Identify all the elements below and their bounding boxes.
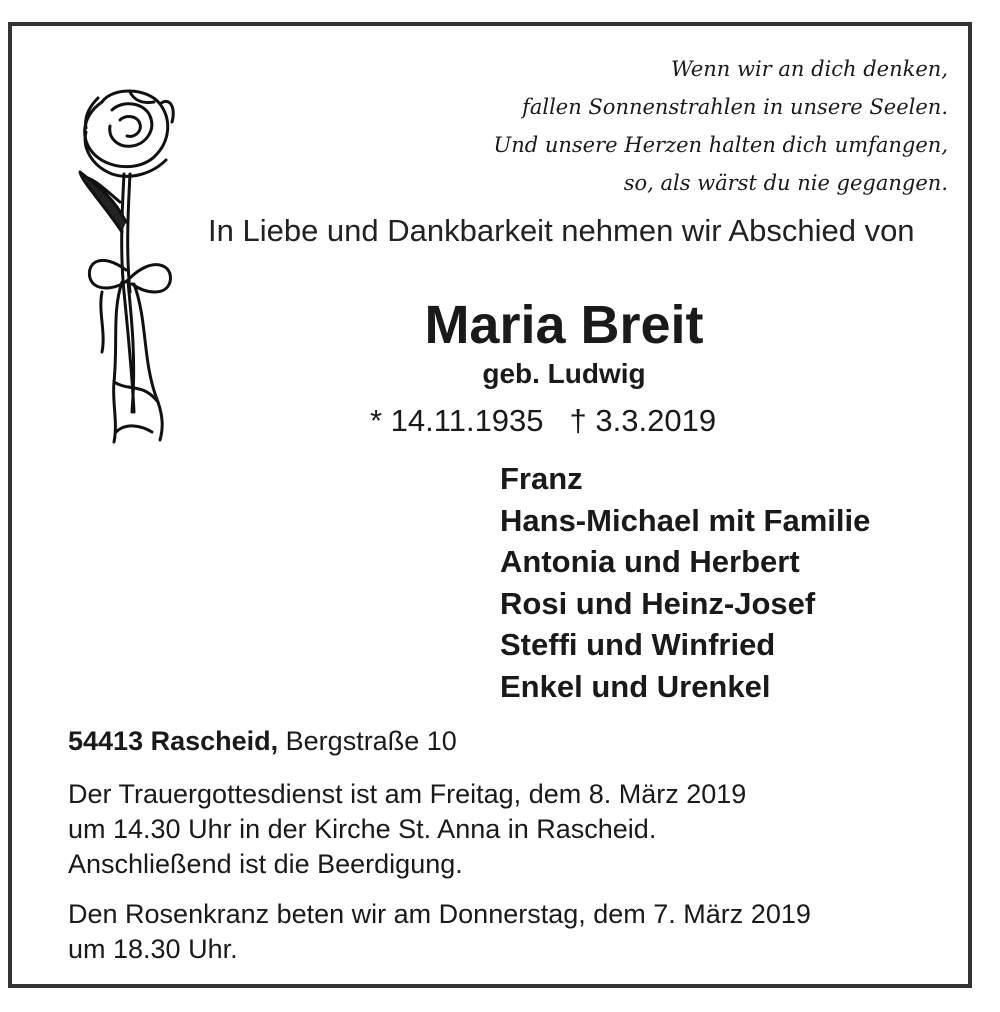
address-street: Bergstraße 10 [285, 726, 457, 756]
life-dates [370, 401, 716, 441]
mourner: Steffi und Winfried [500, 627, 776, 662]
service-line: um 14.30 Uhr in der Kirche St. Anna in Rascheid. [68, 814, 657, 844]
mourners-list [500, 458, 870, 707]
birth-date: * 14.11.1935 [370, 403, 544, 438]
mourner: Rosi und Heinz-Josef [500, 585, 816, 621]
poem-line: Und unsere Herzen halten dich umfangen, [493, 133, 948, 157]
poem [494, 50, 948, 202]
mourner: Enkel und Urenkel [500, 668, 771, 704]
address-place: 54413 Rascheid, [68, 726, 279, 756]
poem-line: fallen Sonnenstrahlen in unsere Seelen. [522, 95, 948, 119]
service-line: Der Trauergottesdienst ist am Freitag, dem 8. März 2019 [68, 779, 747, 809]
address [68, 723, 457, 759]
rose-icon [72, 82, 182, 462]
mourner: Franz [500, 461, 583, 496]
mourner: Hans-Michael mit Familie [500, 502, 871, 538]
mourner: Antonia und Herbert [500, 544, 800, 579]
poem-line: so, als wärst du nie gegangen. [623, 171, 948, 195]
service-info [68, 777, 746, 882]
service-line: Anschließend ist die Beerdigung. [68, 849, 463, 879]
poem-line: Wenn wir an dich denken, [670, 57, 948, 81]
rosary-line: um 18.30 Uhr. [68, 934, 238, 964]
maiden-name: geb. Ludwig [482, 358, 646, 389]
intro-text: In Liebe und Dankbarkeit nehmen wir Abschied von [208, 213, 915, 248]
deceased-name: Maria Breit [424, 295, 704, 355]
rosary-info [68, 897, 811, 967]
rosary-line: Den Rosenkranz beten wir am Donnerstag, dem 7. März 2019 [68, 899, 811, 929]
death-date: † 3.3.2019 [569, 403, 717, 438]
